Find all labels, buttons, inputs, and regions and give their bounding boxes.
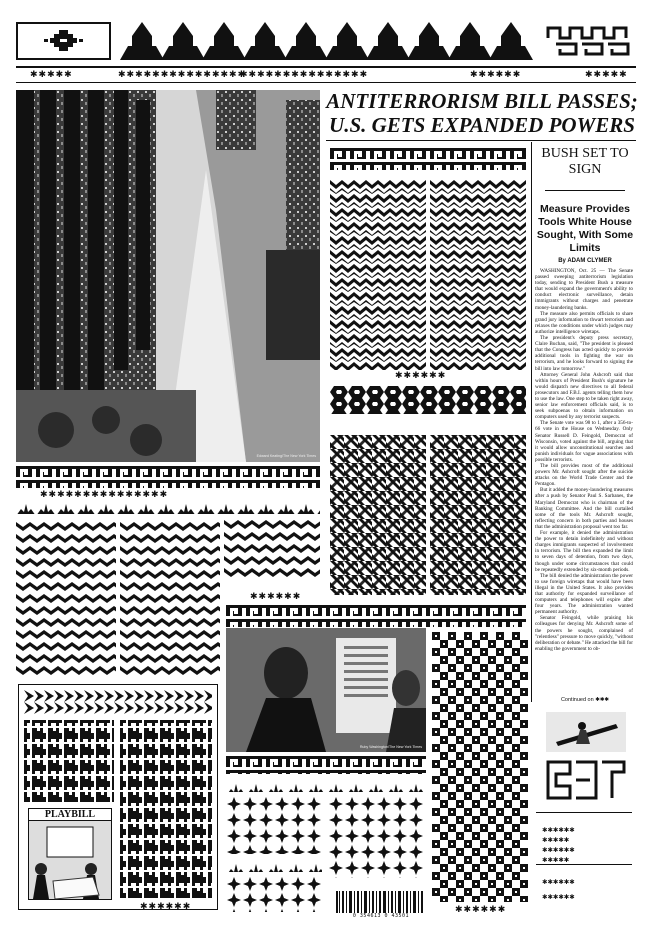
headline-rule: [326, 140, 636, 141]
continued-line: [540, 697, 630, 703]
playbill-image: [29, 821, 111, 899]
maze-panel-b: [120, 720, 212, 898]
headline-line-2: U.S. GETS EXPANDED POWERS: [329, 113, 635, 137]
article-paragraph: For example, it denied the administration the power to detain indefinitely and without charges immigrants suspected of involvement in terrorism. The bill then expanded the limit to seven days of detention, from two days, though under some circumstances that could be repeatedly extended by six-month periods.: [535, 530, 633, 573]
right-ding-block-2: ✱✱✱✱✱: [542, 836, 570, 844]
maze-panel-a: [24, 720, 114, 802]
city-street-image: [16, 90, 320, 462]
mid-photo-people: [226, 628, 426, 752]
greek-band-center: [226, 605, 526, 627]
people-image: [226, 628, 426, 752]
ding-left-mid: ✱✱✱✱✱✱✱✱✱✱✱✱✱✱✱: [40, 490, 169, 500]
top-ding-right: ✱✱✱✱✱✱: [470, 70, 522, 80]
masthead-left-ornament: [16, 22, 111, 60]
triangle-band: [16, 500, 320, 514]
top-ding-mid-b: ✱✱✱✱✱✱✱✱✱✱✱✱✱✱✱: [240, 70, 369, 80]
top-rule-2: [16, 82, 636, 83]
right-bottom-rule: [536, 864, 632, 865]
zigzag-panel-right: [430, 180, 526, 370]
ding-mid-1: ✱✱✱✱✱✱: [395, 371, 447, 381]
top-ding-left: ✱✱✱✱✱: [30, 70, 73, 80]
hex-band: [330, 386, 526, 414]
star-panel-b: [328, 796, 424, 878]
right-ding-block-1: ✱✱✱✱✱✱: [542, 826, 575, 834]
ding-left-2: ✱✱✱✱✱✱: [250, 592, 302, 602]
article-paragraph: WASHINGTON, Oct. 25 — The Senate passed sweeping antiterrorism legislation today, sending to President Bush a measure that would expand the government's ability to conduct electronic surveillance, detain immigrants without charges and penetrate money-laundering banks.: [535, 268, 633, 311]
ding-checker-bottom: ✱✱✱✱✱✱: [455, 905, 507, 915]
continued-label: Continued on: [560, 697, 594, 703]
mid-photo-caption: Ruby Washington/The New York Times: [359, 745, 422, 749]
diag-panel-right: [430, 435, 526, 595]
playbill-title: PLAYBILL: [29, 809, 111, 821]
article-body: [535, 268, 633, 652]
article-paragraph: Attorney General John Ashcroft said that within hours of President Bush's signature he would dispatch new directives to all federal prosecutors and F.B.I. agents telling them how to use the law. One step to be taken right away, senior law enforcement officials said, is to seek subpoenas to obtain information on computers used by any terrorist suspects.: [535, 371, 633, 421]
article-byline: By ADAM CLYMER: [558, 258, 612, 264]
main-headline: [326, 89, 638, 137]
performer-image: [546, 712, 626, 752]
barcode-number: 0 354613 0 43501: [352, 913, 410, 919]
right-ding-block-5: ✱✱✱✱✱✱: [542, 878, 575, 886]
continued-glyph: ✱✱✱: [595, 697, 610, 703]
right-ding-block-3: ✱✱✱✱✱✱: [542, 846, 575, 854]
chevron-panel-c: [224, 518, 320, 580]
playbill: [28, 808, 112, 900]
small-photo-performer: [546, 712, 626, 752]
arrow-band: [24, 690, 212, 714]
article-paragraph: The Senate vote was 98 to 1, after a 356-to-66 vote in the House on Wednesday. Only Senator Russell D. Feingold, Democrat of Wisconsin, voted against the bill, arguing that it would allow unconstitutional searches and punish individuals for vague associations with possible terrorists.: [535, 420, 633, 463]
star-panel-a: [226, 796, 322, 854]
article-paragraph: But it added the money-laundering measures after a push by Senator Paul S. Sarbanes, the Maryland Democrat who is chairman of the Banking Committee. And the bill curtailed some of the tools Mr. Ashcroft sought, reflecting concern in both parties and houses that the administration proposal went too far.: [535, 487, 633, 530]
right-ding-block-4: ✱✱✱✱✱: [542, 856, 570, 864]
triangle-band-small: [226, 860, 322, 872]
chevron-panel-a: [16, 520, 116, 676]
top-rule: [16, 66, 636, 68]
article-paragraph: The bill denied the administration the power to use foreign wiretaps that would have been illegal in the United States. It also provides that authority for expanded surveillance of computers and telephones will expire after four years. The administration wanted permanent authority.: [535, 572, 633, 616]
article-paragraph: The bill provides most of the additional powers Mr. Ashcroft sought after the suicide attacks on the World Trade Center and the Pentagon.: [535, 463, 633, 488]
article-paragraph: The measure also permits officials to share grand jury information to thwart terrorism and relaxes the conditions under which judges may authorize intelligence wiretaps.: [535, 310, 633, 335]
article-deck: Measure Provides Tools White House Sought, With Some Limits: [536, 203, 634, 254]
column-divider: [531, 142, 532, 702]
top-ding-mid-a: ✱✱✱✱✱✱✱✱✱✱✱✱✱✱✱: [118, 70, 247, 80]
right-maze-glyph: [546, 760, 626, 800]
star-panel-c: [226, 876, 322, 912]
chevron-panel-b: [120, 520, 220, 676]
top-photo-city: [16, 90, 320, 462]
right-ding-block-6: ✱✱✱✱✱✱: [542, 893, 575, 901]
diamond-icon: [18, 24, 109, 58]
ding-lower-left: ✱✱✱✱✱✱: [140, 902, 192, 912]
article-paragraph: The president's deputy press secretary, Claire Buchan, said, "The president is pleased that the Congress has acted quickly to provide additional tools in fighting the war on terrorism, and he looks forward to signing the bill into law tomorrow.": [535, 335, 633, 372]
masthead-mountains: [120, 22, 540, 60]
wave-band: [330, 148, 526, 170]
headline-line-1: ANTITERRORISM BILL PASSES;: [326, 89, 638, 113]
zigzag-panel-left: [330, 180, 426, 370]
article-kicker: BUSH SET TO SIGN: [541, 146, 629, 177]
triangle-band-lower: [226, 780, 426, 792]
kicker-rule: [545, 190, 625, 191]
masthead: [16, 18, 636, 64]
article-paragraph: Senator Feingold, while praising his colleagues for denying Mr. Ashcroft some of the powers he sought, complained of "relentless" pressure to move quickly, "without deliberation or debate." He attacked the bill for enabling the government to ob-: [535, 615, 633, 652]
top-ding-far-right: ✱✱✱✱✱: [585, 70, 628, 80]
greek-band-left: [16, 466, 320, 488]
masthead-right-ornament: [546, 24, 634, 58]
greek-band-lower: [226, 756, 426, 774]
checker-column: [432, 632, 528, 902]
barcode: [336, 891, 426, 913]
diag-panel-left: [330, 435, 426, 595]
top-photo-caption: Edward Keating/The New York Times: [256, 454, 316, 458]
right-lower-rule: [536, 812, 632, 813]
